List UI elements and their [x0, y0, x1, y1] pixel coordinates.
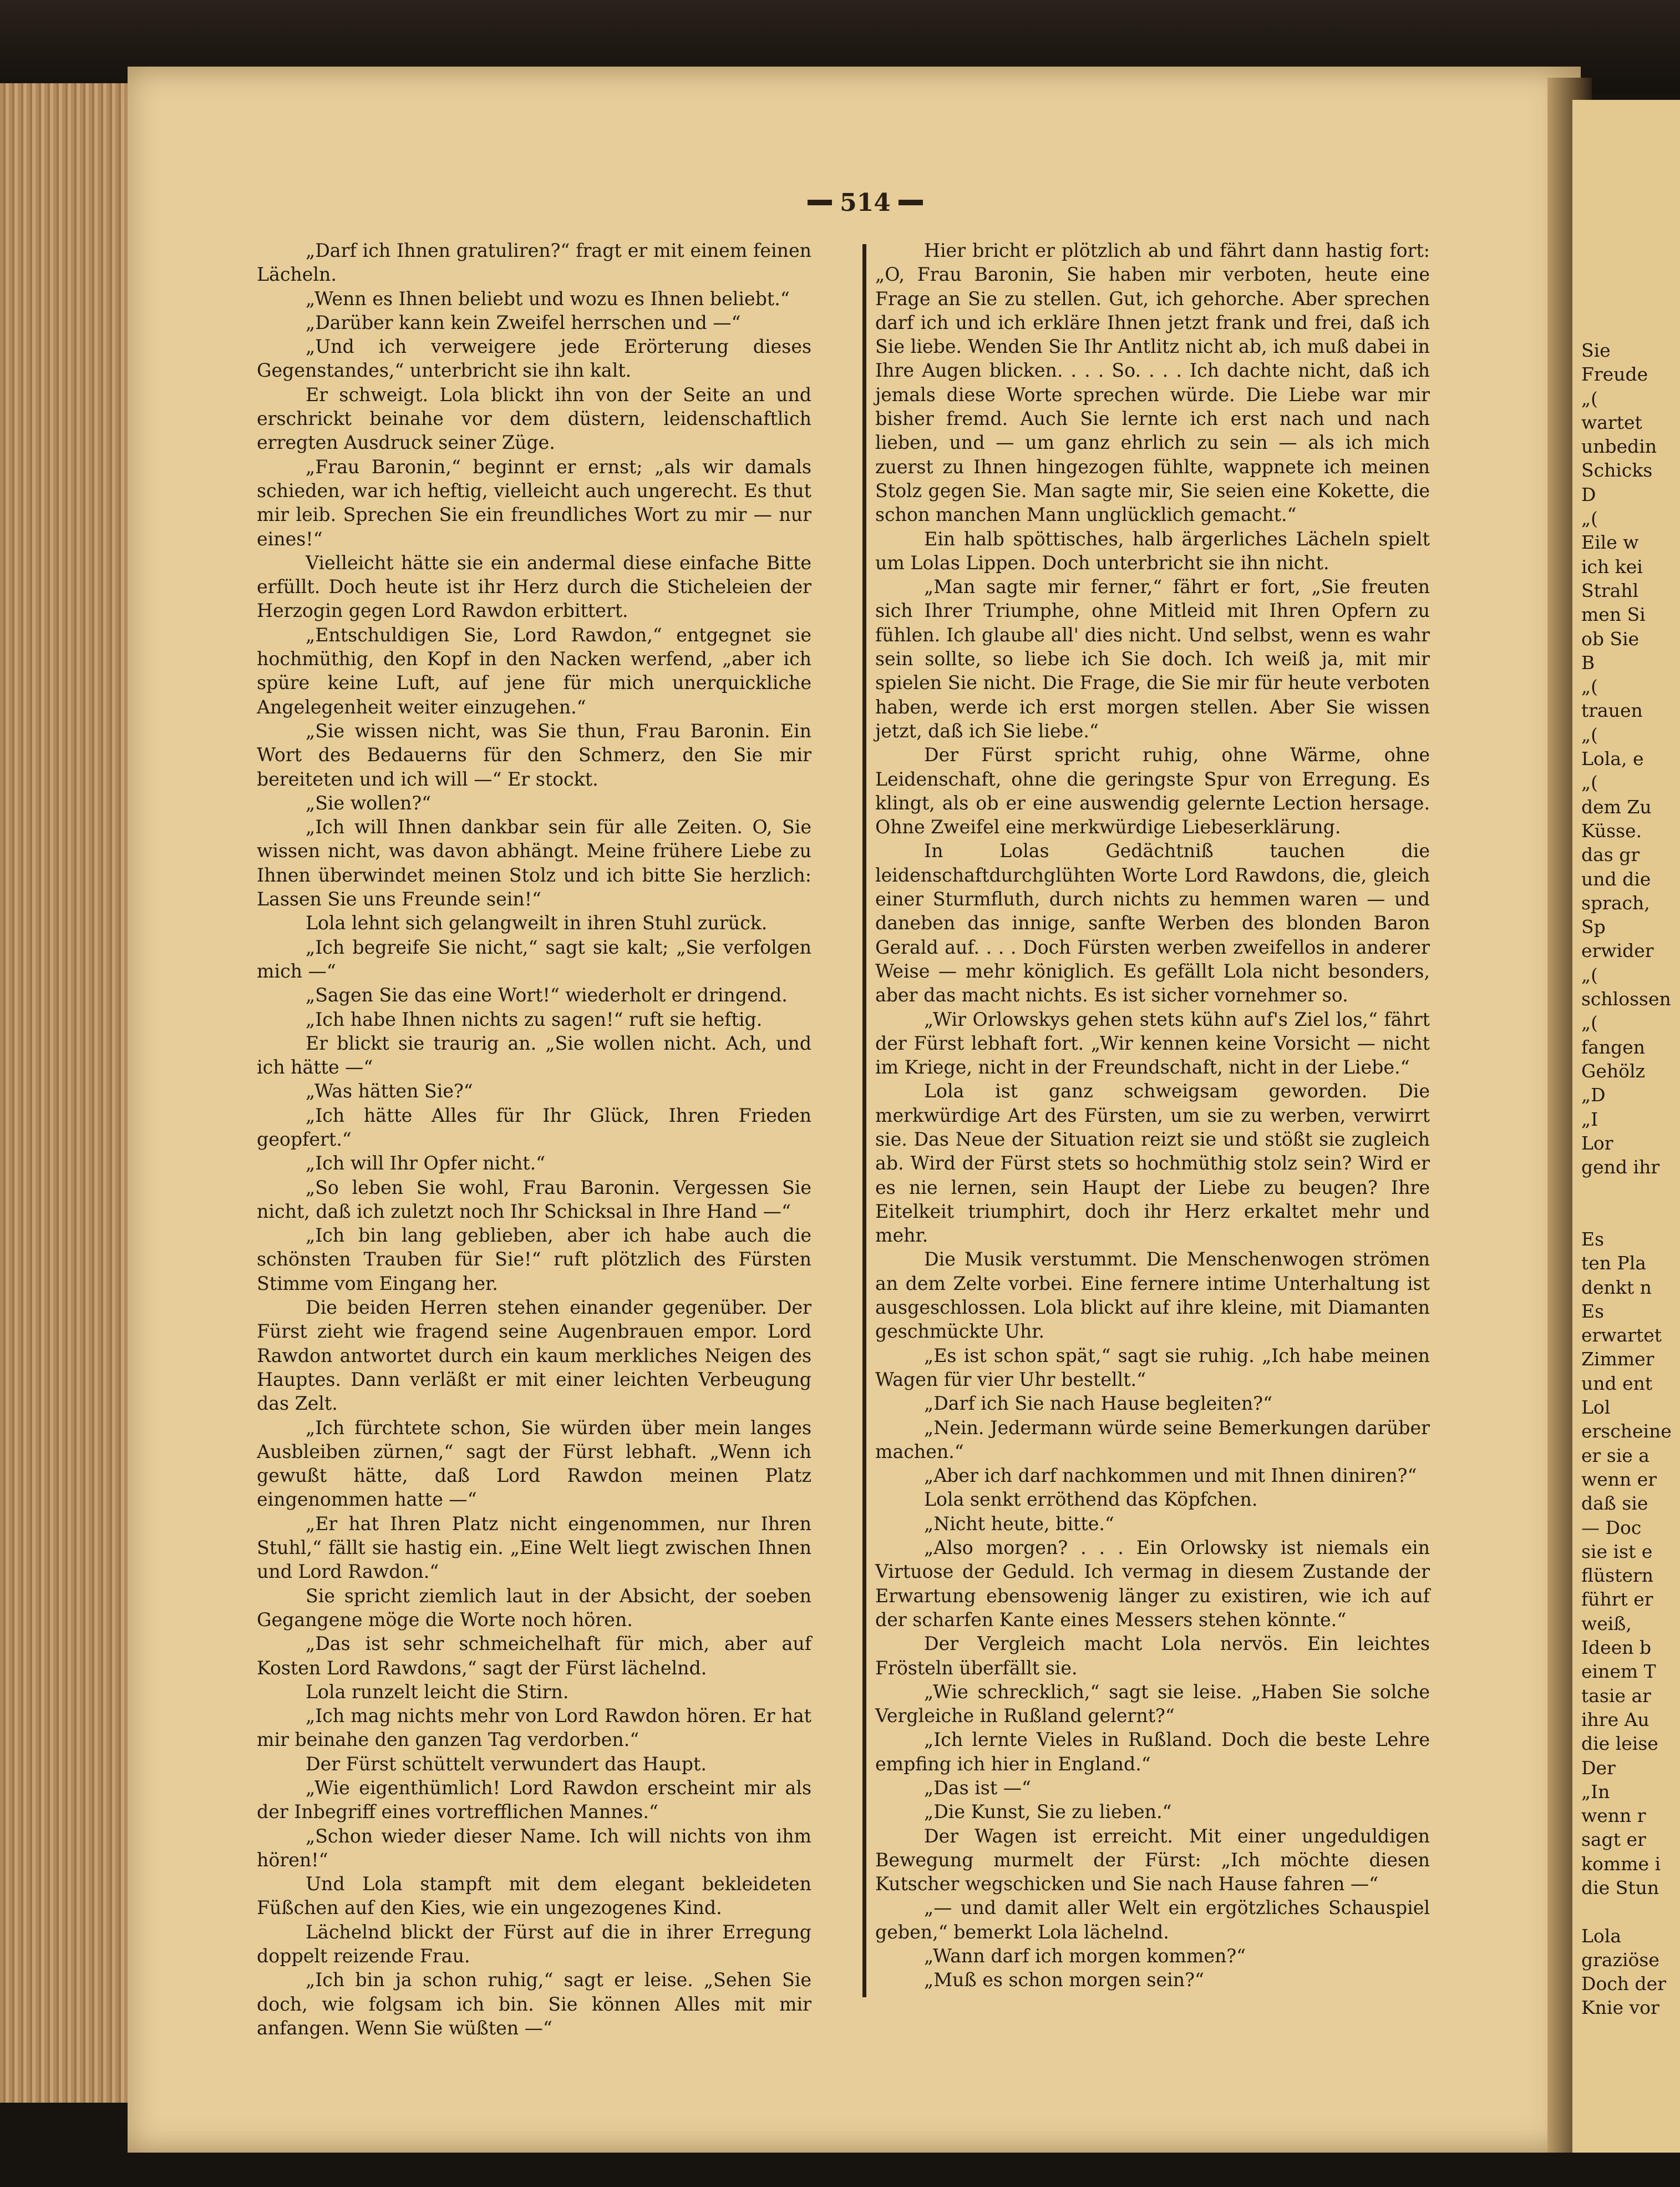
facing-page-line: tasie ar [1581, 1684, 1651, 1707]
paragraph: „Ich bin ja schon ruhig,“ sagt er leise. „Sehen Sie doch, wie folgsam ich bin. Sie können Alles mit mir anfangen. Wenn Sie wüßten —“ [257, 1969, 811, 2039]
facing-page-line: B [1581, 651, 1595, 674]
facing-page-line [1581, 1900, 1680, 1923]
facing-page-line: erwider [1581, 940, 1654, 962]
facing-page-line: Zimmer [1581, 1348, 1654, 1370]
paragraph: In Lolas Gedächtniß tauchen die leidenschaftdurchglühten Worte Lord Rawdons, die, gleich einer Sturmfluth, durch nichts zu hemmen waren — und daneben das innige, sanfte Werben des blonden Baron Gerald auf. . . . Doch Fürsten werben zweifellos in anderer Weise — mehr königlich. Es gefällt Lola nicht besonders, aber das macht nichts. Es ist sicher vornehmer so. [875, 840, 1430, 1006]
paragraph: „Darf ich Ihnen gratuliren?“ fragt er mit einem feinen Lächeln. [257, 240, 811, 286]
facing-page-line: men Si [1581, 604, 1646, 626]
facing-page-line: komme i [1581, 1852, 1661, 1875]
paragraph: „Was hätten Sie?“ [306, 1080, 473, 1102]
paragraph: „Und ich verweigere jede Erörterung dieses Gegenstandes,“ unterbricht sie ihn kalt. [257, 336, 811, 382]
facing-page-line: Doch der [1581, 1973, 1666, 1995]
paragraph: „Sie wollen?“ [306, 792, 432, 814]
facing-page-line: die Stun [1581, 1877, 1659, 1899]
paragraph: Der Wagen ist erreicht. Mit einer ungeduldigen Bewegung murmelt der Fürst: „Ich möchte diesen Kutscher wegschicken und Sie nach Hause fahren —“ [875, 1825, 1430, 1895]
facing-page-line: „In [1581, 1780, 1610, 1803]
paragraph: „Wann darf ich morgen kommen?“ [924, 1945, 1246, 1967]
paragraph: „Aber ich darf nachkommen und mit Ihnen diniren?“ [924, 1465, 1417, 1487]
facing-page-line: ob Sie [1581, 627, 1640, 650]
facing-page-line [1581, 1203, 1680, 1227]
facing-page-line: ich kei [1581, 555, 1643, 578]
paragraph: „Entschuldigen Sie, Lord Rawdon,“ entgegnet sie hochmüthig, den Kopf in den Nacken werfend, „aber ich spüre keine Luft, auf jene für mich unerquickliche Angelegenheit weiter einzugehen.“ [257, 624, 811, 718]
paragraph: Sie spricht ziemlich laut in der Absicht, der soeben Gegangene möge die Worte noch hören. [257, 1584, 811, 1631]
facing-page-line: Eile w [1581, 531, 1639, 554]
right-column [875, 239, 1430, 1992]
paragraph: „Wir Orlowskys gehen stets kühn auf's Ziel los,“ fährt der Fürst lebhaft fort. „Wir kennen keine Vorsicht — nicht im Kriege, nicht in der Freundschaft, nicht in der Liebe.“ [875, 1008, 1430, 1079]
paragraph: „Ich hätte Alles für Ihr Glück, Ihren Frieden geopfert.“ [257, 1104, 811, 1150]
facing-page-line: die leise [1581, 1733, 1658, 1755]
paragraph: „Ich will Ihnen dankbar sein für alle Zeiten. O, Sie wissen nicht, was davon abhängt. Meine frühere Liebe zu Ihnen überwindet meinen Stolz und ich bitte Sie herzlich: Lassen Sie uns Freunde sein!“ [257, 816, 811, 910]
paragraph: Der Vergleich macht Lola nervös. Ein leichtes Frösteln überfällt sie. [875, 1633, 1430, 1679]
paragraph: Lächelnd blickt der Fürst auf die in ihrer Erregung doppelt reizende Frau. [257, 1921, 811, 1967]
facing-page-line: schlossen [1581, 988, 1671, 1010]
facing-page-line: „D [1581, 1084, 1606, 1106]
paragraph: „Das ist —“ [924, 1777, 1031, 1799]
paragraph: „Nein. Jedermann würde seine Bemerkungen darüber machen.“ [875, 1416, 1430, 1462]
facing-page-line: „I [1581, 1108, 1598, 1130]
paragraph: „Ich will Ihr Opfer nicht.“ [306, 1152, 546, 1174]
paragraph: „Wie eigenthümlich! Lord Rawdon erscheint mir als der Inbegriff eines vortrefflichen Mannes.“ [257, 1777, 811, 1823]
facing-page-line: D [1581, 483, 1596, 505]
facing-page-line: Lol [1581, 1396, 1611, 1419]
paragraph: „Muß es schon morgen sein?“ [924, 1969, 1204, 1991]
facing-page-line: das gr [1581, 844, 1640, 866]
facing-page-line: flüstern [1581, 1565, 1654, 1587]
page-number: 514 [840, 188, 891, 217]
paragraph: „Ich habe Ihnen nichts zu sagen!“ ruft sie heftig. [306, 1008, 763, 1030]
facing-page-line: Küsse. [1581, 819, 1642, 842]
facing-page-line: dem Zu [1581, 796, 1652, 818]
facing-page-line: „( [1581, 772, 1598, 794]
paragraph: Lola ist ganz schweigsam geworden. Die merkwürdige Art des Fürsten, um sie zu werben, verwirrt sie. Das Neue der Situation reizt sie und stößt sie zugleich ab. Wird der Fürst stets so hochmüthig stolz sein? Wird er es nie lernen, sein Haupt der Liebe zu beugen? Ihre Eitelkeit triumphirt, doch ihr Herz erkaltet mehr und mehr. [875, 1080, 1430, 1247]
facing-page-line: Es [1581, 1300, 1605, 1322]
facing-page-line: fangen [1581, 1036, 1646, 1058]
paragraph: Lola runzelt leicht die Stirn. [306, 1680, 569, 1703]
paragraph: „Ich fürchtete schon, Sie würden über mein langes Ausbleiben zürnen,“ sagt der Fürst lebhaft. „Wenn ich gewußt hätte, daß Lord Rawdon meinen Platz eingenommen hatte —“ [257, 1416, 811, 1511]
paragraph: „Ich bin lang geblieben, aber ich habe auch die schönsten Trauben für Sie!“ ruft plötzlich des Fürsten Stimme vom Eingang her. [257, 1224, 811, 1294]
paragraph: Er blickt sie traurig an. „Sie wollen nicht. Ach, und ich hätte —“ [257, 1032, 811, 1079]
facing-page-line: denkt n [1581, 1276, 1652, 1298]
facing-page-line: Der [1581, 1756, 1616, 1779]
facing-page-line: „( [1581, 676, 1598, 698]
facing-page-line: „( [1581, 508, 1598, 530]
page-header [793, 183, 937, 222]
facing-page-line: führt er [1581, 1588, 1653, 1611]
facing-page-line: erwartet [1581, 1324, 1662, 1346]
facing-page-line: erscheine [1581, 1420, 1672, 1442]
paragraph: „Er hat Ihren Platz nicht eingenommen, nur Ihren Stuhl,“ fällt sie hastig ein. „Eine Welt liegt zwischen Ihnen und Lord Rawdon.“ [257, 1512, 811, 1583]
paragraph: Und Lola stampft mit dem elegant bekleideten Füßchen auf den Kies, wie ein ungezogenes Kind. [257, 1873, 811, 1919]
facing-page-line: Schicks [1581, 459, 1653, 482]
facing-page [1572, 100, 1680, 2153]
paragraph: „Frau Baronin,“ beginnt er ernst; „als wir damals schieden, war ich heftig, vielleicht auch ungerecht. Es thut mir leib. Sprechen Sie ein freundliches Wort zu mir — nur eines!“ [257, 455, 811, 550]
paragraph: „Schon wieder dieser Name. Ich will nichts von ihm hören!“ [257, 1825, 811, 1871]
facing-page-line: „( [1581, 964, 1598, 986]
facing-page-line: daß sie [1581, 1492, 1648, 1515]
paragraph: „Wie schrecklich,“ sagt sie leise. „Haben Sie solche Vergleiche in Rußland gelernt?“ [875, 1680, 1430, 1727]
facing-page-line: Knie vor [1581, 1997, 1659, 2019]
paragraph: Er schweigt. Lola blickt ihn von der Seite an und erschrickt beinahe vor dem düstern, leidenschaftlich erregten Ausdruck seiner Züge. [257, 383, 811, 454]
facing-page-line: graziöse [1581, 1948, 1659, 1971]
paragraph: „Das ist sehr schmeichelhaft für mich, aber auf Kosten Lord Rawdons,“ sagt der Fürst lächelnd. [257, 1633, 811, 1679]
facing-page-line: und die [1581, 868, 1651, 890]
paragraph: „Die Kunst, Sie zu lieben.“ [924, 1801, 1172, 1823]
facing-page-line: Sp [1581, 916, 1606, 938]
facing-page-line: wenn r [1581, 1805, 1646, 1827]
paragraph: „Nicht heute, bitte.“ [924, 1512, 1114, 1535]
facing-page-text [1581, 338, 1680, 2020]
paragraph: „So leben Sie wohl, Frau Baronin. Vergessen Sie nicht, daß ich zuletzt noch Ihr Schicksal in Ihre Hand —“ [257, 1176, 811, 1222]
facing-page-line: wartet [1581, 411, 1642, 433]
facing-page-line: einem T [1581, 1660, 1656, 1683]
paragraph: Lola senkt erröthend das Köpfchen. [924, 1489, 1258, 1511]
paragraph: „Darf ich Sie nach Hause begleiten?“ [924, 1393, 1273, 1415]
paragraph: „Also morgen? . . . Ein Orlowsky ist niemals ein Virtuose der Geduld. Ich vermag in diesem Zustande der Erwartung ebensowenig länger zu existiren, wie ich auf der scharfen Kante eines Messers stehen könnte.“ [875, 1537, 1430, 1631]
paragraph: Der Fürst schüttelt verwundert das Haupt. [306, 1753, 707, 1775]
facing-page-line: ten Pla [1581, 1252, 1646, 1274]
header-dash-right [899, 200, 923, 205]
facing-page-line: — Doc [1581, 1516, 1642, 1538]
paragraph: Die beiden Herren stehen einander gegenüber. Der Fürst zieht wie fragend seine Augenbrauen empor. Lord Rawdon antwortet durch ein kaum merkliches Neigen des Hauptes. Dann verläßt er mit einer leichten Verbeugung das Zelt. [257, 1297, 811, 1415]
paragraph: „Darüber kann kein Zweifel herrschen und —“ [306, 311, 741, 333]
facing-page-line: „( [1581, 1012, 1598, 1034]
paragraph: „Wenn es Ihnen beliebt und wozu es Ihnen beliebt.“ [306, 287, 790, 310]
paragraph: „Ich lernte Vieles in Rußland. Doch die beste Lehre empfing ich hier in England.“ [875, 1729, 1430, 1775]
paragraph: Lola lehnt sich gelangweilt in ihren Stuhl zurück. [306, 912, 768, 934]
paragraph: Die Musik verstummt. Die Menschenwogen strömen an dem Zelte vorbei. Eine fernere intime Unterhaltung ist ausgeschlossen. Lola blickt auf ihre kleine, mit Diamanten geschmückte Uhr. [875, 1248, 1430, 1343]
paragraph: Der Fürst spricht ruhig, ohne Wärme, ohne Leidenschaft, ohne die geringste Spur von Erregung. Es klingt, als ob er eine auswendig gelernte Lection hersage. Ohne Zweifel eine merkwürdige Liebeserklärung. [875, 744, 1430, 838]
facing-page-line: unbedin [1581, 436, 1657, 458]
facing-page-line: Lola, e [1581, 748, 1644, 770]
facing-page-line: Freude [1581, 363, 1648, 386]
facing-page-line: er sie a [1581, 1444, 1649, 1466]
left-column [257, 239, 811, 2040]
header-dash-left [808, 200, 832, 205]
facing-page-line: Gehölz [1581, 1060, 1645, 1082]
facing-page-line: Lola [1581, 1925, 1622, 1947]
facing-page-line: trauen [1581, 700, 1643, 722]
paragraph: „Sie wissen nicht, was Sie thun, Frau Baronin. Ein Wort des Bedauerns für den Schmerz, den Sie mir bereiteten und ich will —“ Er stockt. [257, 720, 811, 790]
facing-page-line [1581, 1179, 1680, 1203]
facing-page-line: sagt er [1581, 1829, 1646, 1851]
facing-page-line: Strahl [1581, 579, 1639, 601]
facing-page-line: Lor [1581, 1132, 1613, 1154]
column-rule [862, 244, 866, 1997]
paragraph: „— und damit aller Welt ein ergötzliches Schauspiel geben,“ bemerkt Lola lächelnd. [875, 1897, 1430, 1943]
facing-page-line: wenn er [1581, 1468, 1657, 1490]
paragraph: Vielleicht hätte sie ein andermal diese einfache Bitte erfüllt. Doch heute ist ihr Herz durch die Sticheleien der Herzogin gegen Lord Rawdon erbittert. [257, 551, 811, 622]
facing-page-line: Sie [1581, 340, 1611, 361]
paragraph: Hier bricht er plötzlich ab und fährt dann hastig fort: „O, Frau Baronin, Sie haben mir verboten, heute eine Frage an Sie zu stellen. Gut, ich gehorche. Aber sprechen darf ich und ich erkläre Ihnen jetzt frank und frei, daß ich Sie liebe. Wenden Sie Ihr Antlitz nicht ab, ich muß dabei in Ihre Augen blicken. . . . So. . . . Ich dachte nicht, daß ich jemals diese Worte sprechen würde. Die Liebe war mir bisher fremd. Auch Sie lernte ich erst nach und nach lieben, und — um ganz ehrlich zu sein — als ich mich zuerst zu Ihnen hingezogen fühlte, wappnete ich meinen Stolz gegen Sie. Man sagte mir, Sie seien eine Kokette, die schon manchen Mann unglücklich gemacht.“ [875, 240, 1430, 526]
paragraph: Ein halb spöttisches, halb ärgerliches Lächeln spielt um Lolas Lippen. Doch unterbricht sie ihn nicht. [875, 528, 1430, 574]
facing-page-line: und ent [1581, 1372, 1653, 1394]
paragraph: „Ich begreife Sie nicht,“ sagt sie kalt; „Sie verfolgen mich —“ [257, 936, 811, 982]
paragraph: „Sagen Sie das eine Wort!“ wiederholt er dringend. [306, 984, 788, 1006]
facing-page-line: sie ist e [1581, 1540, 1653, 1562]
facing-page-line: Es [1581, 1228, 1605, 1250]
facing-page-line: „( [1581, 723, 1598, 746]
facing-page-line: ihre Au [1581, 1708, 1649, 1730]
paragraph: „Ich mag nichts mehr von Lord Rawdon hören. Er hat mir beinahe den ganzen Tag verdorben.“ [257, 1705, 811, 1751]
facing-page-line: „( [1581, 387, 1598, 409]
facing-page-line: sprach, [1581, 892, 1650, 914]
paragraph: „Es ist schon spät,“ sagt sie ruhig. „Ich habe meinen Wagen für vier Uhr bestellt.“ [875, 1344, 1430, 1390]
facing-page-line: weiß, [1581, 1612, 1632, 1634]
paragraph: „Man sagte mir ferner,“ fährt er fort, „Sie freuten sich Ihrer Triumphe, ohne Mitleid mit Ihren Opfern zu fühlen. Ich glaube all' dies nicht. Und selbst, wenn es wahr sein sollte, so liebe ich Sie doch. Ich weiß ja, mit mir spielen Sie nicht. Die Frage, die Sie mir für heute verboten haben, werde ich erst morgen stellen. Aber Sie wissen jetzt, daß ich Sie liebe.“ [875, 576, 1430, 742]
facing-page-line: gend ihr [1581, 1156, 1660, 1178]
facing-page-line: Ideen b [1581, 1637, 1652, 1659]
